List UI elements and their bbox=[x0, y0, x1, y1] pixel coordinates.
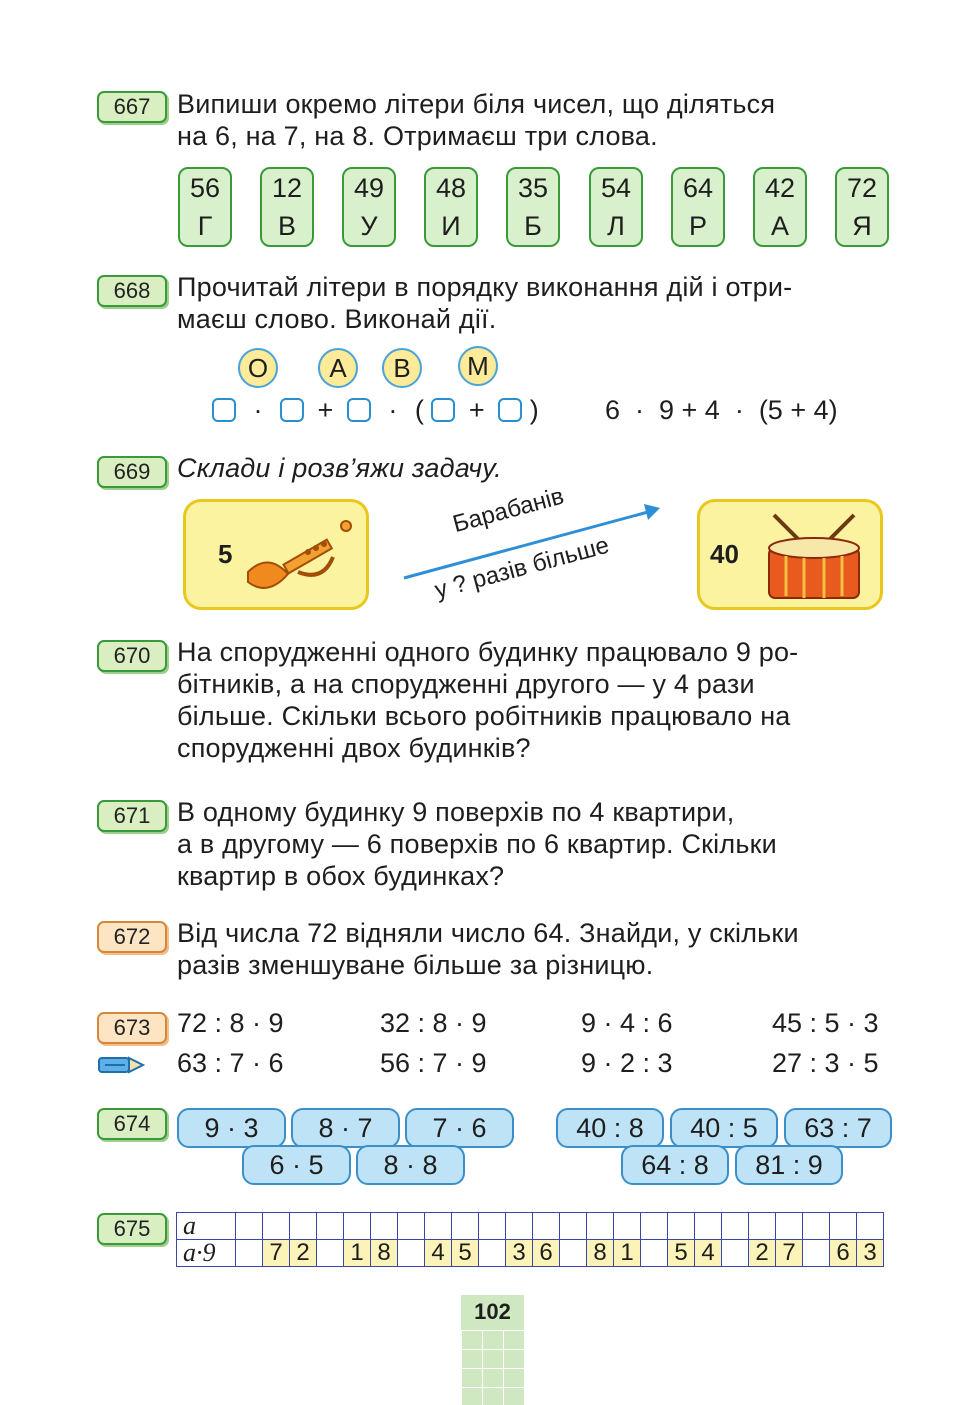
card-number: 42 bbox=[764, 173, 796, 203]
product-digit: 7 bbox=[776, 1240, 803, 1267]
card-number: 12 bbox=[271, 173, 303, 203]
drum-count: 40 bbox=[710, 539, 739, 569]
text-line: більше. Скільки всього робітників працювало на bbox=[177, 701, 791, 731]
row-a9-label: a·9 bbox=[177, 1240, 236, 1267]
product-digit: 1 bbox=[344, 1240, 371, 1267]
exercise-number-673: 673 bbox=[97, 1012, 167, 1044]
answer-box[interactable] bbox=[212, 398, 236, 422]
empty-cell bbox=[479, 1240, 506, 1267]
input-cell[interactable] bbox=[452, 1213, 479, 1240]
product-digit: 5 bbox=[452, 1240, 479, 1267]
input-cell[interactable] bbox=[236, 1213, 263, 1240]
input-cell[interactable] bbox=[749, 1213, 776, 1240]
product-digit: 4 bbox=[425, 1240, 452, 1267]
trumpet-icon bbox=[238, 512, 358, 602]
expression: 45 : 5 · 3 bbox=[772, 1008, 879, 1038]
input-cell[interactable] bbox=[263, 1213, 290, 1240]
product-digit: 2 bbox=[749, 1240, 776, 1267]
card-letter: Я bbox=[852, 211, 872, 241]
input-cell[interactable] bbox=[290, 1213, 317, 1240]
product-digit: 5 bbox=[668, 1240, 695, 1267]
pencil-icon bbox=[97, 1054, 147, 1076]
exercise-number-671: 671 bbox=[97, 800, 167, 832]
text-line: спорудженні двох будинків? bbox=[177, 733, 531, 763]
text-line: Від числа 72 відняли число 64. Знайди, у скільки bbox=[177, 918, 799, 948]
expression: 63 : 7 · 6 bbox=[177, 1048, 284, 1078]
card-number: 49 bbox=[353, 173, 385, 203]
exercise-number-674: 674 bbox=[97, 1108, 167, 1140]
numeric-expression: 6 · 9 + 4 · (5 + 4) bbox=[605, 395, 838, 425]
expression-bubble[interactable]: 8 · 7 bbox=[291, 1108, 400, 1148]
text-line: а в другому — 6 поверхів по 6 квартир. Скільки bbox=[177, 829, 777, 859]
number-card bbox=[506, 167, 560, 247]
input-cell[interactable] bbox=[479, 1213, 506, 1240]
card-letter: Б bbox=[524, 211, 542, 241]
card-letter: У bbox=[360, 211, 378, 241]
input-cell[interactable] bbox=[614, 1213, 641, 1240]
row-a-label: a bbox=[177, 1213, 236, 1240]
drum-box bbox=[697, 499, 883, 610]
product-digit: 6 bbox=[830, 1240, 857, 1267]
answer-box[interactable] bbox=[498, 398, 522, 422]
card-number: 54 bbox=[600, 173, 632, 203]
number-card bbox=[424, 167, 478, 247]
expression-bubble[interactable]: 6 · 5 bbox=[242, 1145, 351, 1185]
card-number: 72 bbox=[846, 173, 878, 203]
expression-bubble[interactable]: 8 · 8 bbox=[356, 1145, 465, 1185]
exercise-number-670: 670 bbox=[97, 640, 167, 672]
card-number: 35 bbox=[517, 173, 549, 203]
product-digit: 7 bbox=[263, 1240, 290, 1267]
card-letter: Р bbox=[688, 211, 707, 241]
empty-cell bbox=[317, 1240, 344, 1267]
page-number: 102 bbox=[461, 1295, 524, 1405]
expression-bubble[interactable]: 9 · 3 bbox=[177, 1108, 286, 1148]
product-digit: 8 bbox=[587, 1240, 614, 1267]
exercise-number-667: 667 bbox=[97, 91, 167, 123]
empty-cell bbox=[236, 1240, 263, 1267]
input-cell[interactable] bbox=[533, 1213, 560, 1240]
exercise-670-text bbox=[177, 636, 889, 764]
text-line: бітників, а на спорудженні другого — у 4 рази bbox=[177, 669, 755, 699]
product-digit: 8 bbox=[371, 1240, 398, 1267]
number-card bbox=[178, 167, 232, 247]
text-line: на 6, на 7, на 8. Отримаєш три слова. bbox=[177, 121, 658, 151]
text-line: На спорудженні одного будинку працювало 9 ро- bbox=[177, 637, 799, 667]
arrow-label-bottom: у ? разів більше bbox=[432, 531, 612, 605]
exercise-675-table bbox=[176, 1212, 884, 1267]
product-digit: 2 bbox=[290, 1240, 317, 1267]
blank-expression: · + · ( + ) bbox=[212, 395, 539, 426]
answer-box[interactable] bbox=[347, 398, 371, 422]
number-card bbox=[835, 167, 889, 247]
card-letter: В bbox=[277, 211, 296, 241]
input-cell[interactable] bbox=[317, 1213, 344, 1240]
card-number: 56 bbox=[189, 173, 221, 203]
card-letter: И bbox=[441, 211, 461, 241]
product-digit: 4 bbox=[695, 1240, 722, 1267]
input-cell[interactable] bbox=[371, 1213, 398, 1240]
input-cell[interactable] bbox=[776, 1213, 803, 1240]
product-digit: 1 bbox=[614, 1240, 641, 1267]
number-card bbox=[589, 167, 643, 247]
empty-cell bbox=[398, 1240, 425, 1267]
input-cell[interactable] bbox=[695, 1213, 722, 1240]
input-cell[interactable] bbox=[398, 1213, 425, 1240]
product-digit: 6 bbox=[533, 1240, 560, 1267]
letter-circle-a: А bbox=[318, 348, 358, 388]
expression-bubble[interactable]: 64 : 8 bbox=[621, 1145, 729, 1185]
text-line: маєш слово. Виконай дії. bbox=[177, 304, 497, 334]
answer-box[interactable] bbox=[431, 398, 455, 422]
exercise-number-669: 669 bbox=[97, 456, 167, 488]
text-line: разів зменшуване більше за різницю. bbox=[177, 950, 654, 980]
empty-cell bbox=[722, 1240, 749, 1267]
exercise-671-text bbox=[177, 796, 889, 892]
text-line: Випиши окремо літери біля чисел, що діляться bbox=[177, 89, 776, 119]
input-cell[interactable] bbox=[722, 1213, 749, 1240]
card-letter: Г bbox=[197, 211, 213, 241]
number-card bbox=[671, 167, 725, 247]
expression: 9 · 4 : 6 bbox=[581, 1008, 673, 1038]
exercise-672-text bbox=[177, 917, 889, 981]
text-line: В одному будинку 9 поверхів по 4 квартири, bbox=[177, 797, 735, 827]
text-line: квартир в обох будинках? bbox=[177, 861, 505, 891]
expression-bubble[interactable]: 40 : 5 bbox=[670, 1108, 778, 1148]
input-cell[interactable] bbox=[344, 1213, 371, 1240]
empty-cell bbox=[560, 1240, 587, 1267]
letter-circle-o: О bbox=[238, 348, 278, 388]
input-cell[interactable] bbox=[587, 1213, 614, 1240]
expression-bubble[interactable]: 7 · 6 bbox=[405, 1108, 514, 1148]
empty-cell bbox=[803, 1240, 830, 1267]
expression: 32 : 8 · 9 bbox=[380, 1008, 487, 1038]
letter-circle-v: В bbox=[382, 348, 422, 388]
trumpet-box bbox=[183, 499, 369, 610]
product-digit: 3 bbox=[857, 1240, 884, 1267]
drum-icon bbox=[764, 510, 864, 605]
card-letter: Л bbox=[607, 211, 625, 241]
arrow-label-top: Барабанів bbox=[450, 482, 567, 539]
card-number: 64 bbox=[682, 173, 714, 203]
exercise-number-668: 668 bbox=[97, 275, 167, 307]
expression: 27 : 3 · 5 bbox=[772, 1048, 879, 1078]
input-cell[interactable] bbox=[425, 1213, 452, 1240]
input-cell[interactable] bbox=[857, 1213, 884, 1240]
exercise-number-672: 672 bbox=[97, 921, 167, 953]
input-cell[interactable] bbox=[803, 1213, 830, 1240]
input-cell[interactable] bbox=[641, 1213, 668, 1240]
exercise-669-text: Склади і розв’яжи задачу. bbox=[177, 453, 502, 483]
expression: 9 · 2 : 3 bbox=[581, 1048, 673, 1078]
answer-box[interactable] bbox=[280, 398, 304, 422]
input-cell[interactable] bbox=[668, 1213, 695, 1240]
number-card bbox=[260, 167, 314, 247]
trumpet-count: 5 bbox=[218, 539, 233, 569]
exercise-667-text bbox=[177, 88, 889, 152]
empty-cell bbox=[641, 1240, 668, 1267]
product-digit: 3 bbox=[506, 1240, 533, 1267]
exercise-668-text bbox=[177, 271, 889, 335]
input-cell[interactable] bbox=[506, 1213, 533, 1240]
expression-bubble[interactable]: 81 : 9 bbox=[735, 1145, 843, 1185]
expression: 72 : 8 · 9 bbox=[177, 1008, 284, 1038]
expression-bubble[interactable]: 63 : 7 bbox=[784, 1108, 892, 1148]
card-number: 48 bbox=[435, 173, 467, 203]
card-letter: А bbox=[770, 211, 789, 241]
expression-bubble[interactable]: 40 : 8 bbox=[556, 1108, 664, 1148]
input-cell[interactable] bbox=[830, 1213, 857, 1240]
exercise-number-675: 675 bbox=[97, 1213, 167, 1245]
letter-circle-m: М bbox=[458, 346, 498, 386]
number-card bbox=[753, 167, 807, 247]
number-card bbox=[342, 167, 396, 247]
expression: 56 : 7 · 9 bbox=[380, 1048, 487, 1078]
text-line: Прочитай літери в порядку виконання дій і отри- bbox=[177, 272, 793, 302]
input-cell[interactable] bbox=[560, 1213, 587, 1240]
